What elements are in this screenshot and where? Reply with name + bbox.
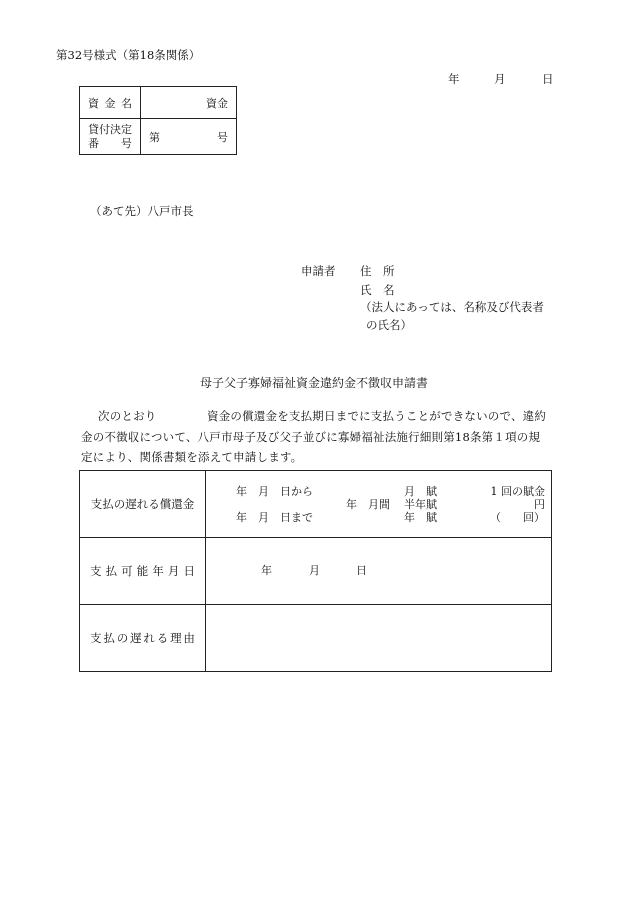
payable-date-char-1: 支 xyxy=(90,564,102,578)
late-repayment-label: 支払の遅れる償還金 xyxy=(90,497,195,511)
period-text: 年 月間 xyxy=(346,498,390,511)
late-reason-char-5: れ xyxy=(143,631,155,645)
late-reason-char-3: の xyxy=(116,631,129,645)
late-reason-char-6: る xyxy=(156,631,169,645)
payable-date-char-5: 年 xyxy=(152,564,164,578)
body-line-1a: 次のとおり xyxy=(98,409,157,423)
fund-name-char-2: 金 xyxy=(104,96,116,110)
late-reason-label-cell xyxy=(80,605,206,672)
body-line-3: 定により、関係書類を添えて申請します。 xyxy=(81,450,303,464)
decision-label-line1: 貸付決定 xyxy=(88,122,132,136)
payment-annual: 年 賦 xyxy=(404,511,437,524)
late-reason-char-1: 支 xyxy=(90,631,102,645)
late-reason-char-8: 由 xyxy=(183,631,195,645)
payable-date-char-4: 能 xyxy=(136,564,149,578)
date-year: 年 xyxy=(448,72,460,86)
fund-table xyxy=(79,86,237,155)
late-repayment-label-cell xyxy=(80,471,206,538)
payable-date-label-cell xyxy=(80,538,206,605)
fund-name-char-3: 名 xyxy=(121,96,132,110)
applicant-name-label: 氏 名 xyxy=(360,283,395,297)
date-month: 月 xyxy=(494,72,506,86)
decision-label-gou: 号 xyxy=(121,136,132,150)
decision-dai: 第 xyxy=(149,130,160,144)
fund-suffix: 資金 xyxy=(206,96,228,110)
decision-gou: 号 xyxy=(217,130,228,144)
late-reason-char-2: 払 xyxy=(103,631,115,645)
to-date-text: 年 月 日まで xyxy=(236,511,313,524)
applicant-address-label: 住 所 xyxy=(360,264,395,278)
form-number: 第32号様式（第18条関係） xyxy=(56,48,201,62)
decision-label-ban: 番 xyxy=(88,136,99,150)
late-reason-char-4: 遅 xyxy=(130,631,142,645)
installment-label: 1 回の賦金 xyxy=(490,485,545,498)
payable-date-char-6: 月 xyxy=(167,564,180,578)
fund-name-char-1: 資 xyxy=(88,96,99,110)
payable-year: 年 xyxy=(261,564,272,577)
payable-date-char-3: 可 xyxy=(121,564,133,578)
from-date-text: 年 月 日から xyxy=(236,485,313,498)
date-day: 日 xyxy=(542,72,554,86)
applicant-label: 申請者 xyxy=(301,264,336,278)
decision-label-cell xyxy=(80,119,141,155)
payment-semiannual: 半年賦 xyxy=(404,498,437,511)
applicant-corp-note-2: の氏名） xyxy=(366,318,412,332)
yen-unit: 円 xyxy=(534,498,545,511)
payable-day: 日 xyxy=(356,564,367,577)
payable-date-char-7: 日 xyxy=(183,564,195,578)
addressee: （あて先）八戸市長 xyxy=(90,204,194,218)
payable-month: 月 xyxy=(309,564,320,577)
payable-date-value-cell[interactable] xyxy=(206,538,552,605)
document-title: 母子父子寡婦福祉資金違約金不徴収申請書 xyxy=(200,376,429,390)
fund-name-label-cell xyxy=(80,87,141,119)
body-line-2: 金の不徴収について、八戸市母子及び父子並びに寡婦福祉法施行細則第18条第１項の規 xyxy=(81,430,541,444)
payable-date-char-2: 払 xyxy=(105,564,118,578)
late-reason-value-cell[interactable] xyxy=(206,605,552,672)
payment-monthly: 月 賦 xyxy=(404,485,437,498)
late-repayment-value-cell[interactable] xyxy=(206,471,552,538)
main-table xyxy=(79,470,552,672)
fund-name-value-cell[interactable] xyxy=(141,87,237,119)
times-unit: （ 回） xyxy=(490,511,545,524)
decision-value-cell[interactable] xyxy=(141,119,237,155)
body-line-1b: 資金の償還金を支払期日までに支払うことができないので、違約 xyxy=(207,409,547,423)
late-reason-char-7: 理 xyxy=(170,631,182,645)
applicant-corp-note-1: （法人にあっては、名称及び代表者 xyxy=(360,300,544,314)
